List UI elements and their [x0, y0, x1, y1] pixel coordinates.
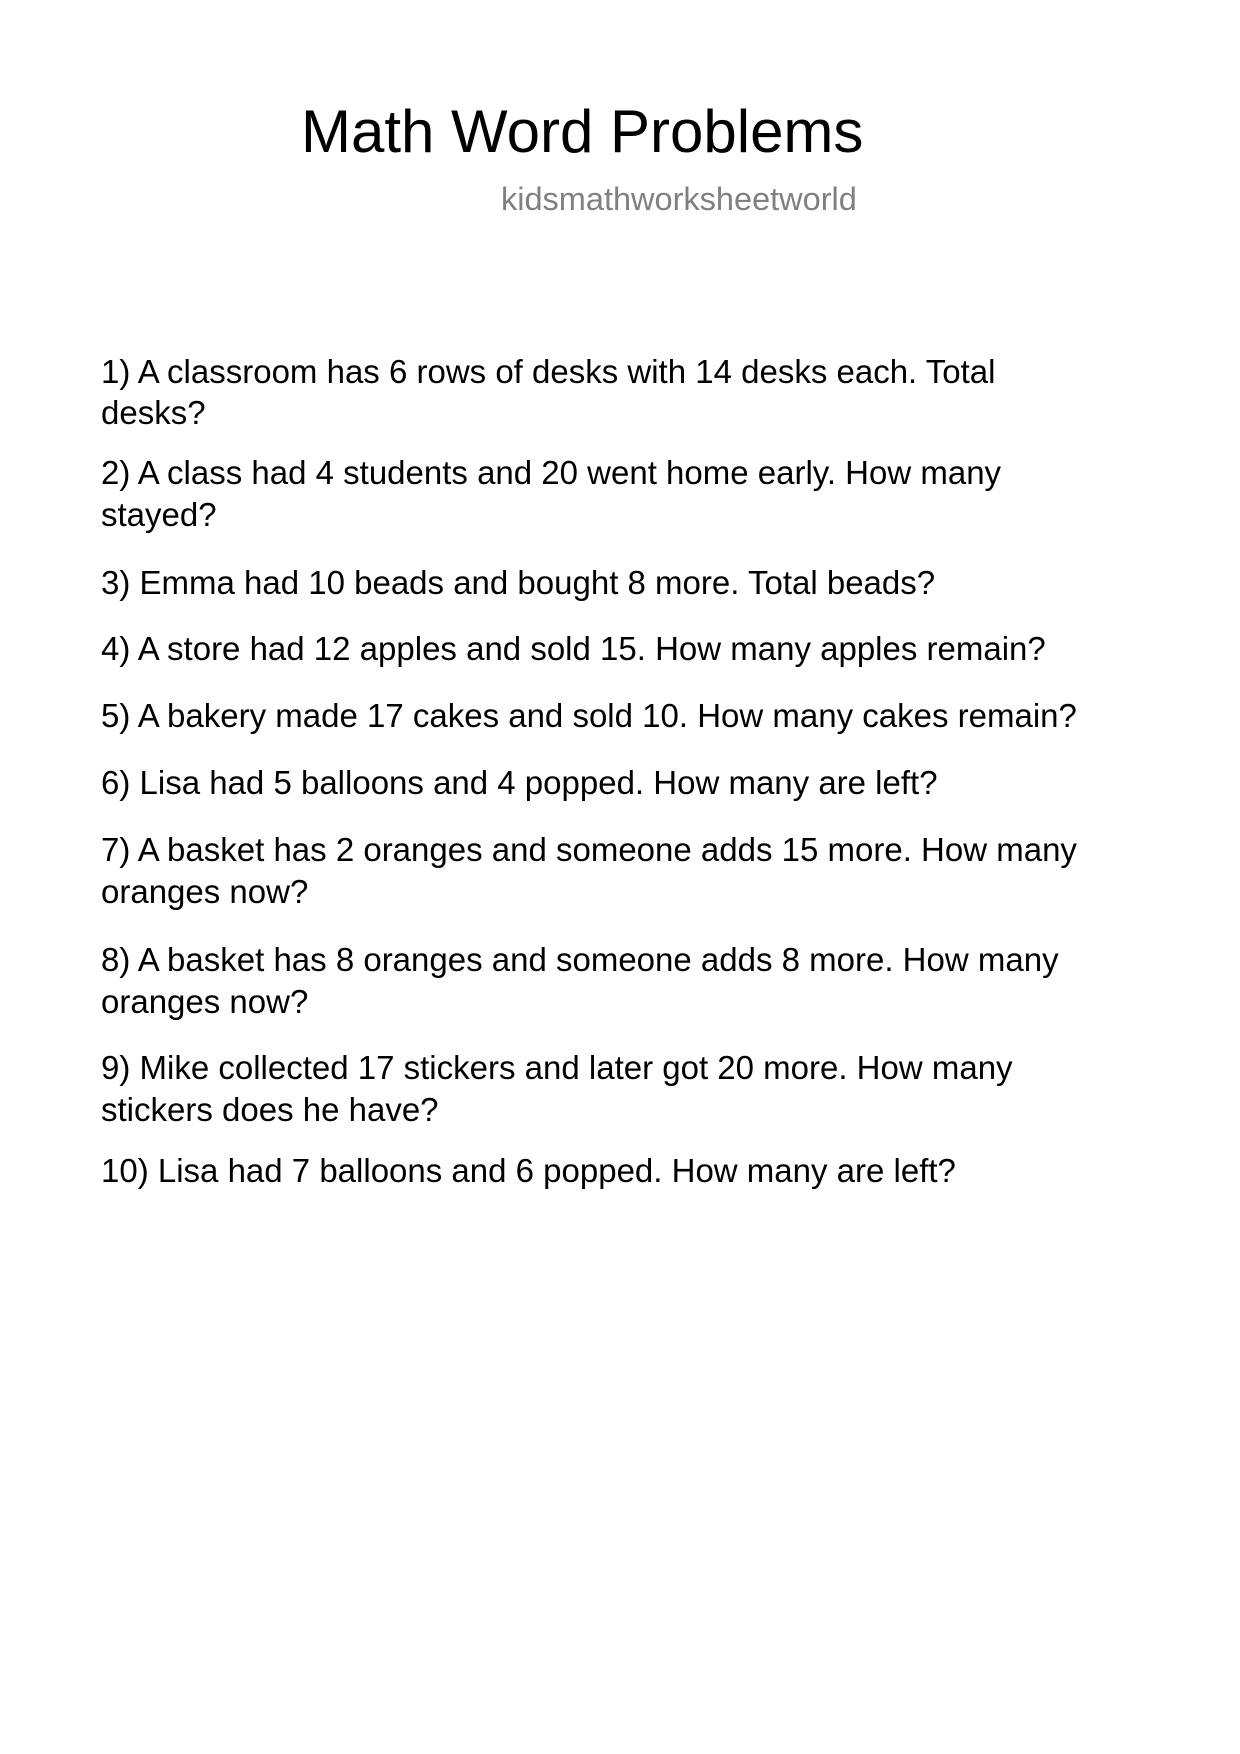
problem-text-line: 5) A bakery made 17 cakes and sold 10. How many cakes remain?: [101, 697, 1077, 734]
problem-text-line: 10) Lisa had 7 balloons and 6 popped. How many are left?: [101, 1152, 956, 1189]
site-credit: kidsmathworksheetworld: [501, 181, 857, 217]
problem-text-line: desks?: [101, 394, 206, 431]
problem-text-line: 9) Mike collected 17 stickers and later got 20 more. How many: [101, 1049, 1013, 1086]
problem-text-line: oranges now?: [101, 983, 309, 1020]
problem-text-line: 3) Emma had 10 beads and bought 8 more. Total beads?: [101, 564, 936, 601]
problem-text-line: 4) A store had 12 apples and sold 15. How many apples remain?: [101, 630, 1046, 667]
problem-text-line: stayed?: [101, 496, 217, 533]
problem-text-line: 8) A basket has 8 oranges and someone adds 8 more. How many: [101, 941, 1059, 978]
problem-text-line: stickers does he have?: [101, 1091, 439, 1128]
problem-text-line: 6) Lisa had 5 balloons and 4 popped. How many are left?: [101, 764, 938, 801]
problem-text-line: 2) A class had 4 students and 20 went home early. How many: [101, 454, 1002, 491]
problem-text-line: 1) A classroom has 6 rows of desks with 14 desks each. Total: [101, 353, 996, 390]
problem-text-line: 7) A basket has 2 oranges and someone adds 15 more. How many: [101, 831, 1077, 868]
problem-text-line: oranges now?: [101, 873, 309, 910]
page-title: Math Word Problems: [301, 98, 864, 165]
